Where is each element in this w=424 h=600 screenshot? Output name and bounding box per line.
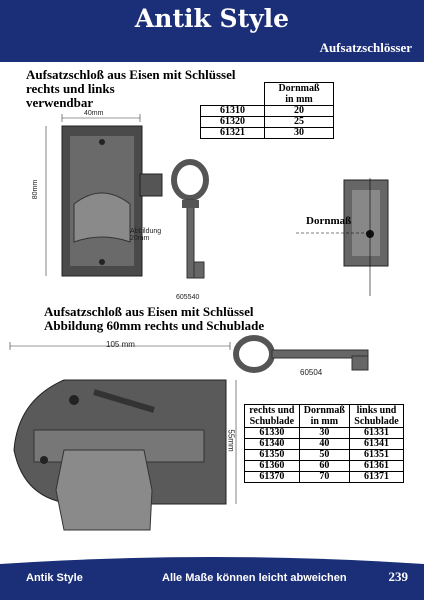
header-line: rechts und [249, 405, 295, 416]
header-line: in mm [285, 94, 313, 105]
table-cell: 70 [299, 472, 349, 483]
caption [130, 228, 161, 242]
dornmass-plate [340, 178, 390, 298]
table-cell: 61330 [245, 428, 300, 439]
dim-width: 105 mm [106, 340, 135, 349]
table-cell: 61351 [350, 450, 404, 461]
table-cell: 30 [299, 428, 349, 439]
dim-height: 55mm [226, 429, 236, 452]
table-cell: 61361 [350, 461, 404, 472]
dim-width: 40mm [84, 110, 104, 117]
table-cell: 61341 [350, 439, 404, 450]
table-cell: 40 [299, 439, 349, 450]
caption-line: Abbildung [130, 228, 162, 235]
table-cell: 60 [299, 461, 349, 472]
table-header [350, 405, 404, 428]
table-header [265, 83, 334, 106]
table-cell: 30 [265, 128, 334, 139]
table-cell: 61340 [245, 439, 300, 450]
table-cell: 61310 [201, 106, 265, 117]
footer-note: Alle Maße können leicht abweichen [162, 572, 347, 584]
dornmass-label: Dornmaß [306, 215, 352, 227]
caption-line: 20mm [130, 235, 150, 242]
section1-title-line: verwendbar [26, 95, 94, 110]
table-cell: 50 [299, 450, 349, 461]
key-number: 60504 [300, 368, 323, 377]
table-row [245, 428, 404, 439]
header-line: links und [356, 405, 397, 416]
table-row [245, 450, 404, 461]
table-row [245, 439, 404, 450]
header-line: Schublade [354, 416, 399, 427]
section2-table [244, 404, 404, 483]
table-cell: 61350 [245, 450, 300, 461]
table-row [201, 106, 334, 117]
header-line: Dornmaß [278, 83, 320, 94]
section2-title-line: Aufsatzschloß aus Eisen mit Schlüssel [44, 304, 254, 319]
table-row [201, 128, 334, 139]
section2-title [44, 305, 264, 333]
table-header [299, 405, 349, 428]
table-blank-cell [201, 83, 265, 106]
lock-illustration-small [40, 112, 170, 292]
header-line: in mm [310, 416, 339, 427]
section2-title-line: Abbildung 60mm rechts und Schublade [44, 318, 265, 333]
table-row [245, 461, 404, 472]
dornmass-line [296, 228, 376, 238]
table-row [201, 117, 334, 128]
dim-height: 80mm [32, 179, 40, 200]
table-cell: 25 [265, 117, 334, 128]
table-cell: 20 [265, 106, 334, 117]
key-illustration-small [168, 158, 214, 292]
table-header-row [245, 405, 404, 428]
lock-illustration-large [4, 340, 244, 550]
page-number: 239 [388, 569, 408, 584]
table-cell: 61360 [245, 461, 300, 472]
key-number: 605540 [176, 294, 200, 301]
section1-table [200, 82, 334, 139]
section1-title-line: Aufsatzschloß aus Eisen mit Schlüssel [26, 67, 236, 82]
header-line: Schublade [249, 416, 295, 427]
table-cell: 61320 [201, 117, 265, 128]
table-cell: 61370 [245, 472, 300, 483]
footer-brand: Antik Style [26, 572, 83, 584]
page-subtitle: Aufsatzschlösser [319, 40, 412, 55]
table-cell: 61371 [350, 472, 404, 483]
table-cell: 61331 [350, 428, 404, 439]
table-header [245, 405, 300, 428]
section1-title-line: rechts und links [26, 81, 115, 96]
header-line: Dornmaß [303, 405, 345, 416]
table-row [245, 472, 404, 483]
brand-title: Antik Style [134, 4, 290, 33]
table-cell: 61321 [201, 128, 265, 139]
